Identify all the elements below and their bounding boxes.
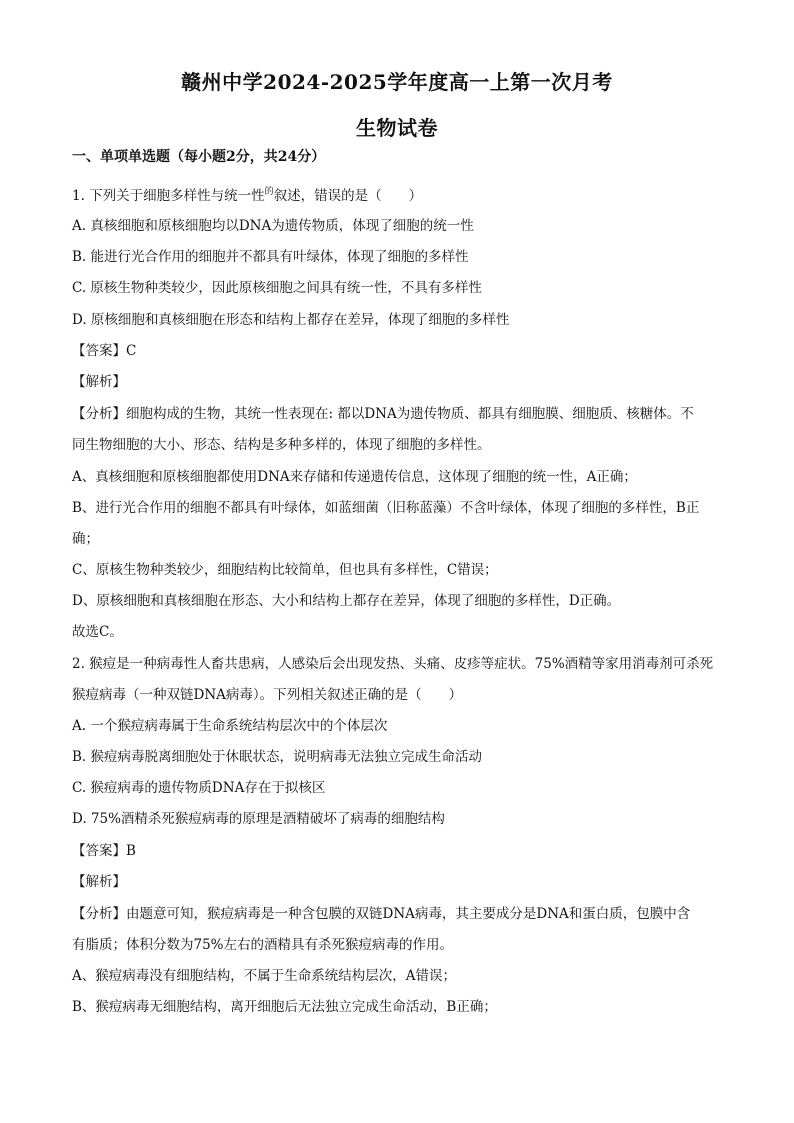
q2-stem: 2. 猴痘是一种病毒性人畜共患病，人感染后会出现发热、头痛、皮疹等症状。75%酒精等家用消毒剂可杀死	[72, 656, 714, 672]
q1-analysis-line: 同生物细胞的大小、形态、结构是多种多样的，体现了细胞的多样性。	[72, 437, 491, 453]
q2-option-c: C. 猴痘病毒的遗传物质DNA存在于拟核区	[72, 780, 326, 796]
q1-analysis-line: B、进行光合作用的细胞不都具有叶绿体，如蓝细菌（旧称蓝藻）不含叶绿体，体现了细胞的多样性，B正	[72, 500, 700, 516]
q1-analysis-line: 确；	[72, 531, 99, 547]
exam-title: 赣州中学2024-2025学年度高一上第一次月考	[181, 70, 613, 94]
q1-analysis-line: A、真核细胞和原核细胞都使用DNA来存储和传递遗传信息，这体现了细胞的统一性，A正确；	[72, 469, 637, 485]
q2-analysis-label: 【解析】	[72, 874, 126, 890]
q1-stem-superscript: 的	[264, 187, 274, 197]
q2-option-d: D. 75%酒精杀死猴痘病毒的原理是酒精破坏了病毒的细胞结构	[72, 811, 445, 827]
q2-option-a: A. 一个猴痘病毒属于生命系统结构层次中的个体层次	[72, 718, 388, 734]
q1-analysis-line: 【分析】细胞构成的生物，其统一性表现在: 都以DNA为遗传物质、都具有细胞膜、细胞质、核糖体。不	[72, 406, 694, 422]
q1-conclusion: 故选C。	[72, 624, 123, 640]
q1-option-d: D. 原核细胞和真核细胞在形态和结构上都存在差异，体现了细胞的多样性	[72, 312, 510, 328]
q2-option-b: B. 猴痘病毒脱离细胞处于休眠状态，说明病毒无法独立完成生命活动	[72, 749, 483, 765]
q2-answer: 【答案】B	[72, 843, 136, 859]
q2-analysis-line: 【分析】由题意可知，猴痘病毒是一种含包膜的双链DNA病毒，其主要成分是DNA和蛋白质，包膜中含	[72, 906, 691, 922]
q1-stem-part2: 叙述，错误的是（ ）	[273, 188, 423, 204]
q1-option-c: C. 原核生物种类较少，因此原核细胞之间具有统一性，不具有多样性	[72, 280, 482, 296]
q1-stem-part1: 1. 下列关于细胞多样性与统一性	[72, 188, 265, 204]
q1-stem	[72, 182, 724, 206]
q1-answer: 【答案】C	[72, 343, 137, 359]
exam-subtitle: 生物试卷	[356, 116, 438, 140]
q2-analysis-line: A、猴痘病毒没有细胞结构，不属于生命系统结构层次，A错误；	[72, 968, 456, 984]
q1-analysis-label: 【解析】	[72, 374, 126, 390]
q1-analysis-line: D、原核细胞和真核细胞在形态、大小和结构上都存在差异，体现了细胞的多样性，D正确。	[72, 593, 621, 609]
q2-analysis-line: B、猴痘病毒无细胞结构，离开细胞后无法独立完成生命活动，B正确；	[72, 999, 497, 1015]
q2-stem: 猴痘病毒（一种双链DNA病毒）。下列相关叙述正确的是（ ）	[72, 687, 463, 703]
section-heading: 一、单项单选题（每小题2分，共24分）	[72, 149, 326, 165]
q2-analysis-line: 有脂质；体积分数为75%左右的酒精具有杀死猴痘病毒的作用。	[72, 937, 454, 953]
q1-option-b: B. 能进行光合作用的细胞并不都具有叶绿体，体现了细胞的多样性	[72, 249, 469, 265]
q1-option-a: A. 真核细胞和原核细胞均以DNA为遗传物质，体现了细胞的统一性	[72, 218, 474, 234]
q1-analysis-line: C、原核生物种类较少，细胞结构比较简单，但也具有多样性，C错误；	[72, 562, 498, 578]
